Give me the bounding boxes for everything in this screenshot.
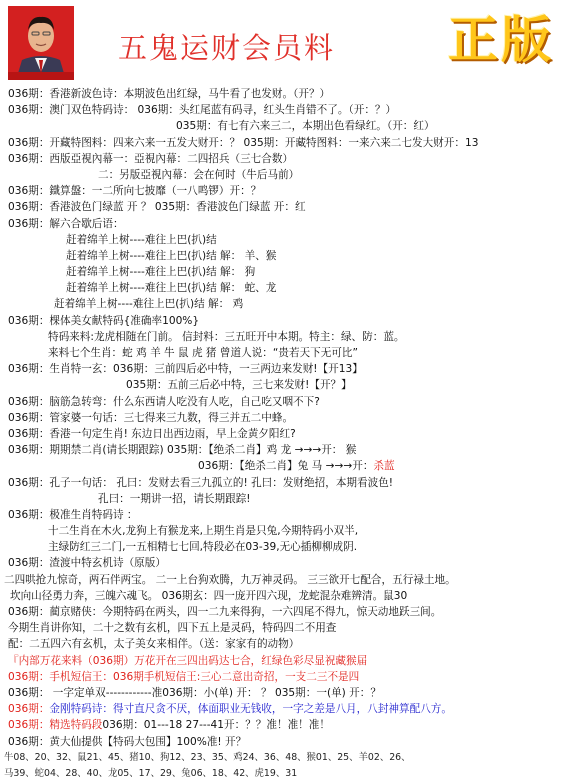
line-text: 036期：01---18 27---41开：？？准！准！准！	[102, 719, 330, 732]
forecast-line	[0, 636, 573, 652]
forecast-line	[0, 523, 573, 539]
forecast-line	[0, 345, 573, 361]
forecast-line	[0, 313, 573, 329]
line-text: 036期：脑筋急转弯：什么东西请人吃没有人吃，自己吃又咽不下?	[8, 395, 320, 408]
forecast-line	[0, 555, 573, 571]
forecast-line	[0, 135, 573, 151]
line-text: 035期：五前三后必中特，三七来发财!【开？】	[126, 379, 352, 392]
line-text: 马39、蛇04、28、40、龙05、17、29、兔06、18、42、虎19、31	[4, 767, 298, 779]
forecast-line	[0, 329, 573, 345]
line-text: 036期：管家婆一句话：三七得来三九数，得三并五二中蜂。	[8, 411, 294, 424]
line-text: 036期：香港新波色诗：本期波色出红绿，马牛看了也发财。（开？）	[8, 88, 331, 100]
line-text: 赶着绵羊上树----难往上巴(扒)结 解： 蛇、龙	[66, 282, 277, 295]
line-text: 036期：黄大仙提供【特码大包围】100%准! 开？	[8, 735, 247, 748]
line-text: 手机短信王：036期手机短信王:三心二意出奇招，一支二三不是四	[49, 670, 360, 683]
line-text: 036期：孔子一句话： 孔曰：发财去看三九孤立的! 孔曰：发财绝招，本期看波色!	[8, 476, 394, 489]
line-text: 036期：香港波色门绿蓝 开 ？ 035期：香港波色门绿蓝 开：红	[8, 201, 306, 214]
line-text: 036期：极准生肖特码诗 ：	[8, 508, 138, 521]
line-text: 036期：期期禁二肖(请长期跟踪) 035期：【绝杀二肖】鸡 龙 →→→开： 猴	[8, 444, 357, 457]
line-text: 036期：蔺京赌侠：今期特码在两头，四一二九来得狗，一六四尾不得九，惊天动地跃三间。	[8, 606, 442, 618]
line-text: 036期：香港一句定生肖! 东边日出西边雨，早上金黄夕阳红?	[8, 427, 296, 440]
forecast-line	[0, 199, 573, 215]
forecast-line	[0, 507, 573, 523]
forecast-line	[0, 167, 573, 183]
line-text: 二：另版亞視內幕：会在何时（牛后马前）	[98, 168, 300, 181]
forecast-line	[0, 183, 573, 199]
forecast-line	[0, 86, 573, 102]
line-text: 十二生肖在木火,龙狗上有猴龙来,上期生肖是只兔,今期特码小双半,	[48, 525, 359, 538]
line-text: 赶着绵羊上树----难往上巴(扒)结 解： 鸡	[54, 298, 244, 311]
forecast-line	[0, 620, 573, 636]
line-text: 036期：	[8, 719, 50, 732]
forecast-line	[0, 734, 573, 750]
forecast-line	[0, 685, 573, 701]
line-text: 赶着绵羊上树----难往上巴(扒)结 解： 狗	[66, 266, 256, 279]
forecast-line	[0, 604, 573, 620]
forecast-line	[0, 475, 573, 491]
forecast-line	[0, 118, 573, 134]
forecast-line	[0, 394, 573, 410]
zodiac-number-line	[0, 750, 573, 766]
forecast-line	[0, 296, 573, 312]
line-text: 配：二五四六有玄机，太子美女来相伴。（送：家家有的动物）	[8, 638, 300, 651]
line-text: 坎向山径勇力奔，三魄六魂飞。 036期玄：四一庞开四六现，龙蛇混杂难辨清。鼠30	[10, 589, 408, 602]
portrait-image	[8, 6, 74, 80]
line-text: 牛08、20、32、鼠21、45、猪10、狗12、23、35、鸡24、36、48、猴01、25、羊02、26、	[4, 751, 411, 763]
line-text: 『内部万花来料（036期）万花开在三四出码达七合，红绿色彩尽显祝藏猴届	[8, 654, 368, 667]
line-text: 主绿防红三二门,一五相精七七回,特段必在03-39,无心插柳柳成阴.	[48, 541, 358, 554]
line-text: 今期生肖讲你知，二十之数有玄机，四下五上是灵码，特码四二不用查	[8, 622, 337, 635]
line-text: 精选特码段	[49, 719, 103, 732]
forecast-line	[0, 248, 573, 264]
forecast-line	[0, 588, 573, 604]
page-title: 五鬼运财会员料	[118, 31, 336, 65]
forecast-line	[0, 361, 573, 377]
line-text: 二四哄抢九惊奇，两石伴两宝。 二一上台狗欢腾，九万神灵码。 三三欲开七配合，五行禄土地。	[4, 573, 456, 586]
line-text: 036期：解六合歇后语：	[8, 217, 124, 230]
forecast-line	[0, 377, 573, 393]
line-text: 036期：棵体美女献特码{准确率100%}	[8, 314, 200, 327]
forecast-line	[0, 426, 573, 442]
forecast-line	[0, 701, 573, 717]
forecast-line	[0, 458, 573, 474]
zodiac-number-line	[0, 766, 573, 782]
line-text: 036期：澳门双色特码诗： 036期：头红尾蓝有码寻，红头生肖错不了。（开：？）	[8, 104, 397, 117]
authentic-badge: 正版	[448, 11, 554, 69]
line-text: 赶着绵羊上树----难往上巴(扒)结 解： 羊、猴	[66, 249, 277, 262]
line-text: 赶着绵羊上树----难往上巴(扒)结	[66, 233, 217, 246]
author-photo	[8, 6, 74, 80]
line-text: 036期：鐵算盤：一二所向七披靡（一八鸣锣）开：？	[8, 185, 262, 198]
line-text: 孔曰：一期讲一招，请长期跟踪!	[98, 492, 251, 505]
line-text: 金刚特码诗：得寸直尺贪不厌，体面职业无钱收，一字之差是八月，八封神算配八方。	[49, 703, 452, 716]
forecast-line	[0, 264, 573, 280]
forecast-line	[0, 669, 573, 685]
line-text: 035期：有七有六来三二，本期出色看绿红。（开：红）	[176, 120, 435, 133]
line-text: 036期：	[8, 703, 50, 716]
line-text: 036期：渣渡中特玄机诗（原版）	[8, 557, 166, 570]
forecast-line	[0, 410, 573, 426]
forecast-line	[0, 491, 573, 507]
line-text: 036期：	[8, 670, 50, 683]
forecast-line	[0, 442, 573, 458]
line-text: 036期：开藏特图料：四来六来一五发大财开：？ 035期：开藏特图料：一来六来二七发大财开：13	[8, 136, 479, 149]
line-text: 036期：生肖特一玄：036期：三前四后必中特，一三两边来发财!【开13】	[8, 363, 363, 376]
forecast-line	[0, 280, 573, 296]
line-text: 特码来料:龙虎相随在门前。 信封料：三五旺开中本期。特主：绿、防：蓝。	[48, 330, 405, 343]
forecast-line	[0, 572, 573, 588]
forecast-line	[0, 539, 573, 555]
forecast-line	[0, 232, 573, 248]
line-text: 036期： 一字定单双------------准036期：小(单) 开： ？ 035期：一(单) 开：？	[8, 686, 381, 699]
forecast-line	[0, 216, 573, 232]
forecast-line	[0, 151, 573, 167]
line-text: 036期：西版亞視內幕一：亞視內幕：二四招兵（三七合数）	[8, 152, 294, 165]
forecast-line	[0, 717, 573, 733]
line-text: 来料七个生肖：蛇 鸡 羊 牛 鼠 虎 猪 曾道人说：“贵若天下无可比”	[48, 347, 358, 359]
forecast-line	[0, 102, 573, 118]
header	[0, 0, 573, 84]
line-text: 杀蓝	[373, 460, 395, 473]
line-text: 036期：【绝杀二肖】兔 马 →→→开：	[198, 460, 374, 473]
forecast-content	[0, 86, 573, 782]
forecast-line	[0, 653, 573, 669]
